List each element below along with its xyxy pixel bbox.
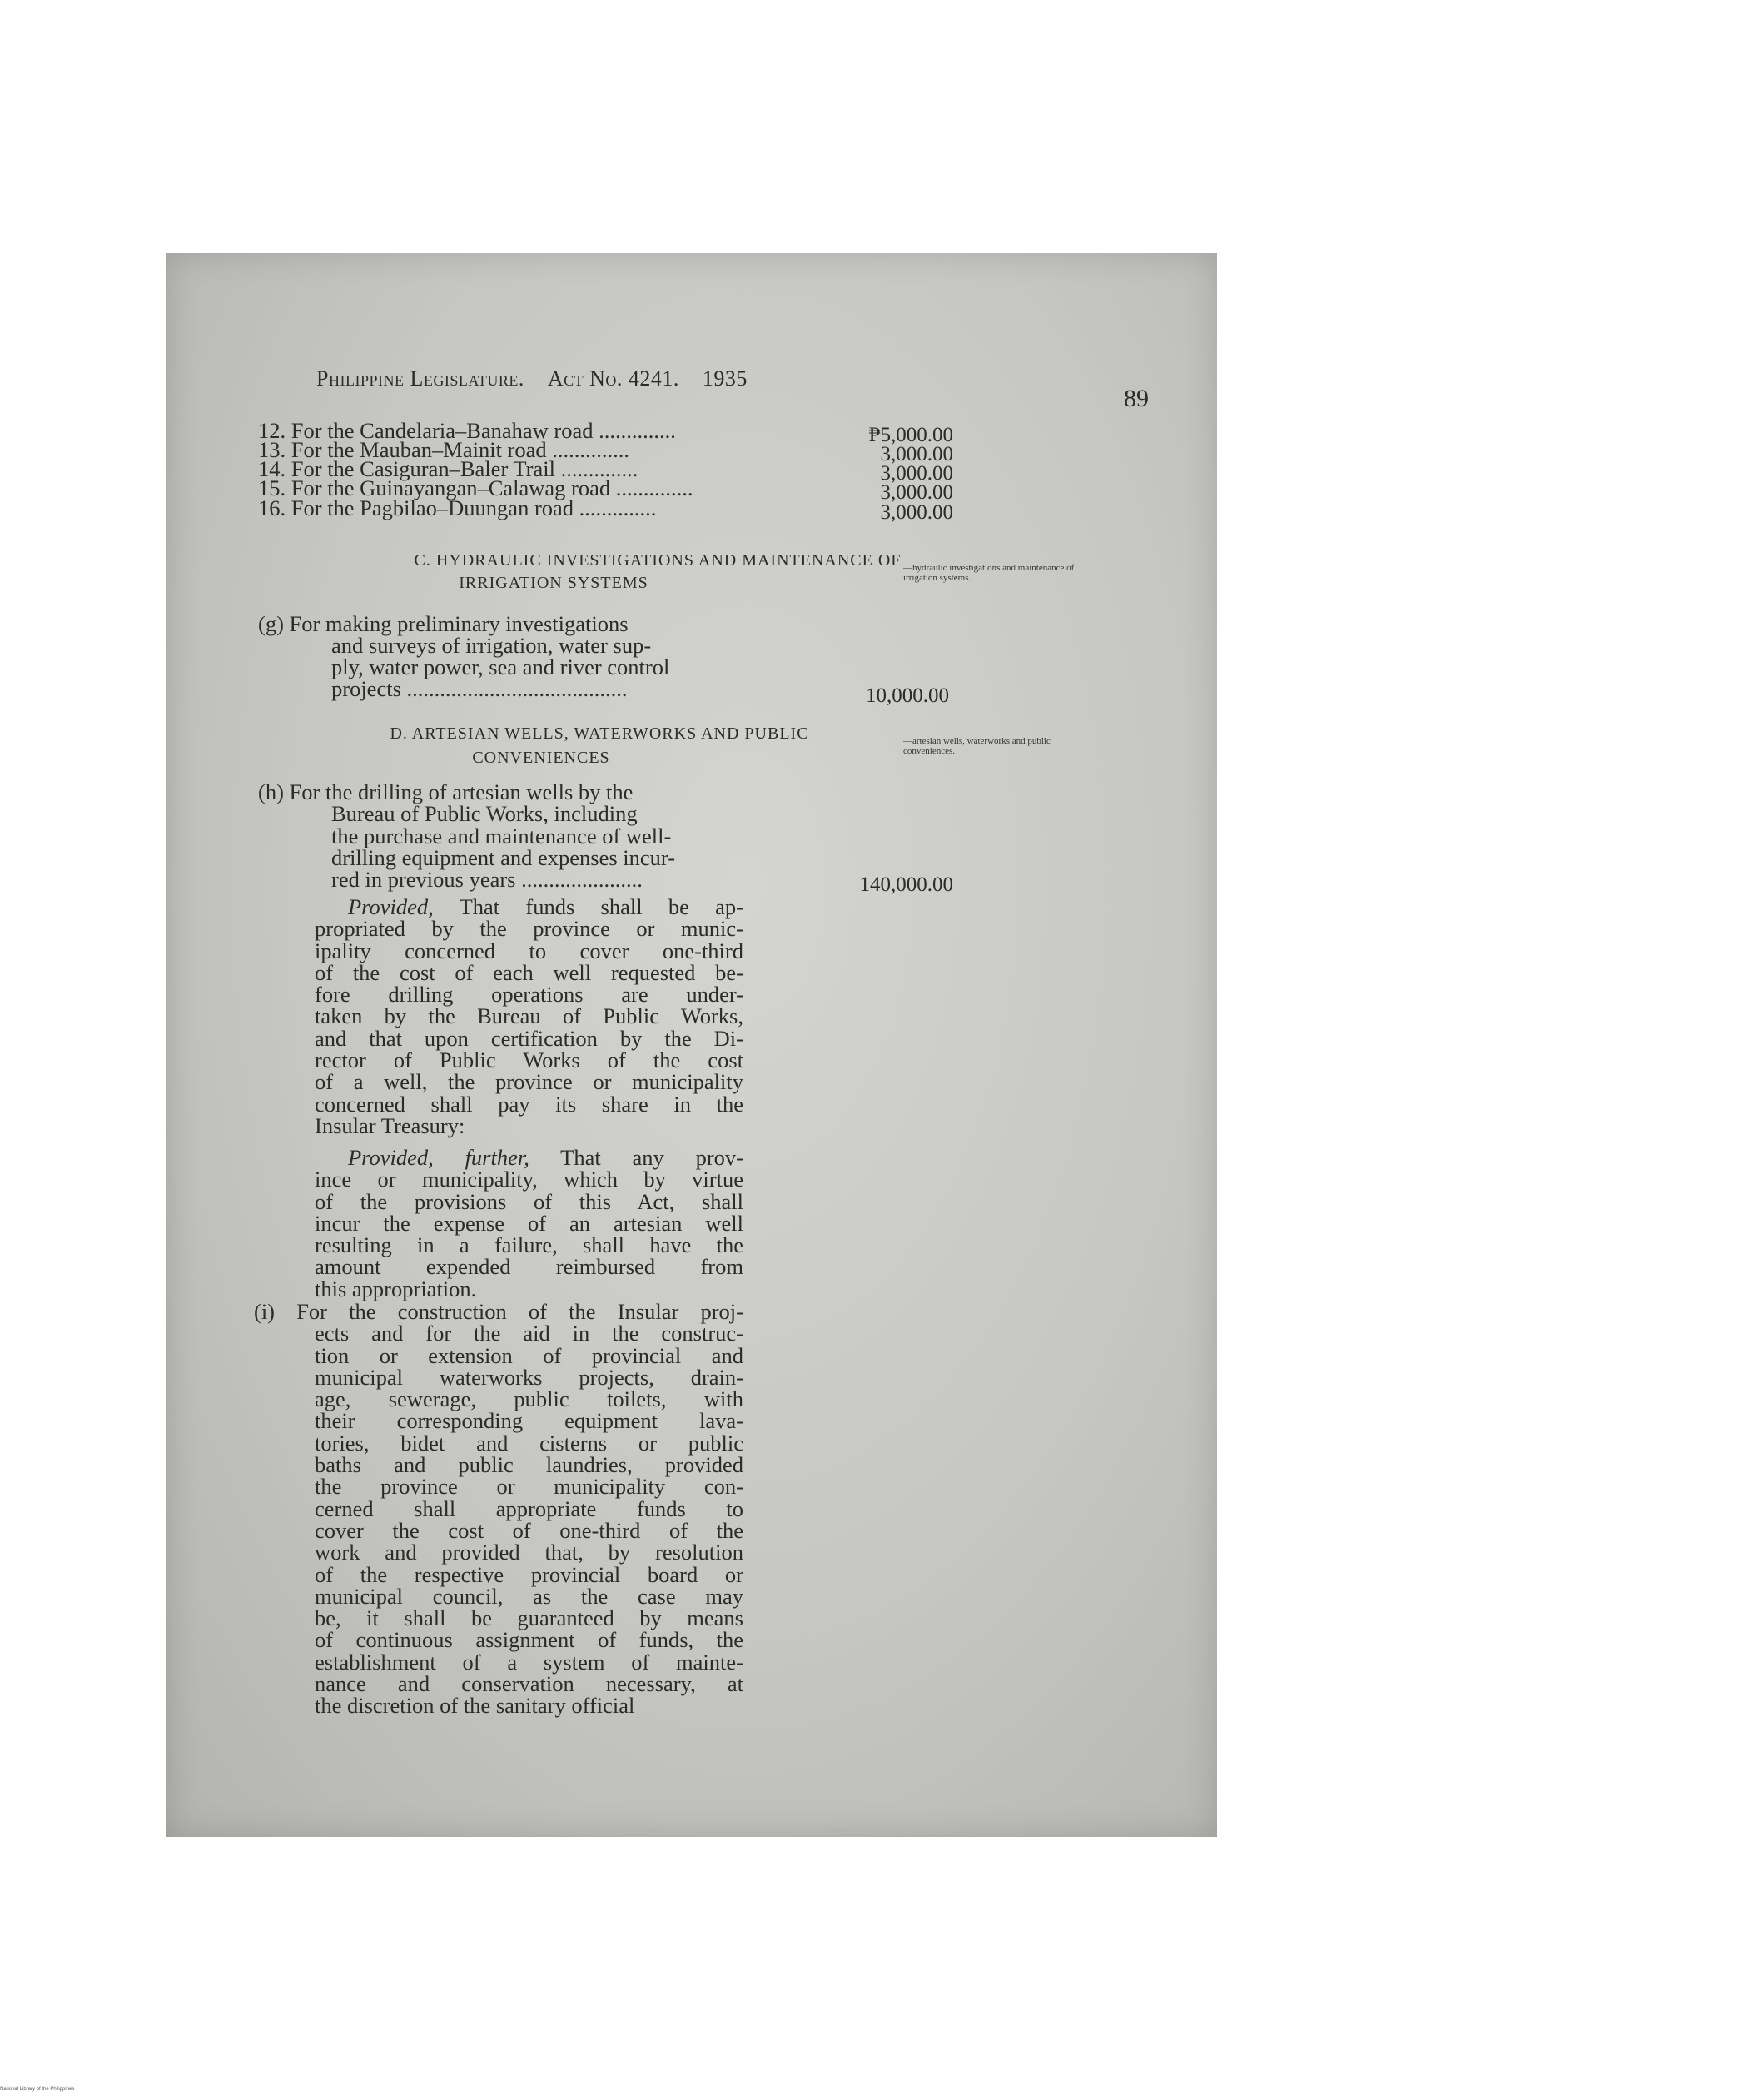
item-i-line: establishment of a system of mainte-: [315, 1649, 743, 1675]
item-i-line: of the respective provincial board or: [315, 1561, 743, 1587]
proviso-1-line: of the cost of each well requested be-: [315, 959, 743, 985]
item-i-line: ects and for the aid in the construc-: [315, 1321, 743, 1346]
item-h-line: drilling equipment and expenses incur-: [331, 844, 676, 870]
road-item-amount: 3,000.00: [880, 443, 953, 465]
header-year: 1935: [702, 366, 748, 391]
proviso-1-line: Insular Treasury:: [315, 1112, 465, 1138]
section-c-heading-2: IRRIGATION SYSTEMS: [459, 574, 648, 592]
item-i: [254, 1301, 743, 1717]
road-item-label: 15. For the Guinayangan–Calawag road ..............: [258, 475, 693, 500]
proviso-1-line: and that upon certification by the Di-: [315, 1025, 743, 1051]
proviso-2-line: resulting in a failure, shall have the: [315, 1232, 743, 1258]
footer-credit: National Library of the Philippines: [0, 2087, 75, 2092]
item-g-line: ply, water power, sea and river control: [331, 654, 670, 679]
proviso-1-line: concerned shall pay its share in the: [315, 1091, 743, 1117]
proviso-1-line: Provided, That funds shall be ap-: [348, 894, 743, 919]
item-h-amount: 140,000.00: [859, 873, 953, 896]
road-item-label: 16. For the Pagbilao–Duungan road ..............: [258, 495, 657, 520]
item-i-line: municipal waterworks projects, drain-: [315, 1364, 743, 1390]
item-i-line: the discretion of the sanitary official: [315, 1693, 635, 1719]
item-i-line: municipal council, as the case may: [315, 1583, 743, 1609]
page-number: 89: [1124, 385, 1149, 412]
section-d-heading-2: CONVENIENCES: [472, 749, 610, 767]
scanned-page: [166, 253, 1217, 1837]
item-h-line: (h) For the drilling of artesian wells by the: [258, 779, 634, 804]
proviso-2: [315, 1147, 743, 1300]
item-g-line: (g) For making preliminary investigations: [258, 611, 629, 636]
item-i-line: baths and public laundries, provided: [315, 1452, 743, 1478]
item-i-line: tories, bidet and cisterns or public: [315, 1430, 743, 1456]
proviso-1-line: rector of Public Works of the cost: [315, 1048, 743, 1073]
item-h-line: the purchase and maintenance of well-: [331, 823, 672, 848]
proviso-1-line: propriated by the province or munic-: [315, 916, 743, 942]
proviso-2-line: incur the expense of an artesian well: [315, 1210, 743, 1236]
item-i-line: work and provided that, by resolution: [315, 1540, 743, 1565]
item-i-line: cerned shall appropriate funds to: [315, 1495, 743, 1521]
item-i-line: the province or municipality con-: [315, 1474, 743, 1500]
running-header: [316, 366, 748, 391]
item-g-amount: 10,000.00: [866, 684, 949, 707]
item-h-line: Bureau of Public Works, including: [331, 801, 638, 827]
section-c-heading-1: C. HYDRAULIC INVESTIGATIONS AND MAINTENANCE OF: [414, 551, 902, 570]
section-d-heading-1: D. ARTESIAN WELLS, WATERWORKS AND PUBLIC: [390, 724, 809, 743]
item-i-line: tion or extension of provincial and: [315, 1342, 743, 1368]
item-i-line: (i) For the construction of the Insular proj-: [254, 1299, 743, 1324]
road-item-amount: 3,000.00: [880, 481, 953, 504]
item-i-line: of continuous assignment of funds, the: [315, 1627, 743, 1653]
proviso-1-line: ipality concerned to cover one-third: [315, 938, 743, 963]
item-i-line: nance and conservation necessary, at: [315, 1671, 743, 1697]
road-item-label: 13. For the Mauban–Mainit road ..............: [258, 437, 630, 462]
item-i-line: be, it shall be guaranteed by means: [315, 1605, 743, 1631]
proviso-1-line: fore drilling operations are under-: [315, 982, 743, 1008]
item-h-line: red in previous years ......................: [331, 867, 643, 893]
margin-note-hydraulic: —hydraulic investigations and maintenance of irrigation systems.: [903, 563, 1075, 583]
item-i-line: their corresponding equipment lava-: [315, 1408, 743, 1434]
margin-note-artesian: —artesian wells, waterworks and public conveniences.: [903, 736, 1051, 756]
road-item-label: 14. For the Casiguran–Baler Trail ..............: [258, 456, 638, 481]
road-item-amount: 3,000.00: [880, 501, 953, 524]
proviso-2-line: of the provisions of this Act, shall: [315, 1188, 743, 1214]
item-i-line: cover the cost of one-third of the: [315, 1517, 743, 1543]
item-g-line: projects ........................................: [331, 676, 628, 701]
proviso-2-line: amount expended reimbursed from: [315, 1254, 743, 1280]
header-act: Act No. 4241.: [547, 366, 679, 391]
road-item-amount: 3,000.00: [880, 462, 953, 485]
proviso-2-line: this appropriation.: [315, 1276, 477, 1301]
item-g-line: and surveys of irrigation, water sup-: [331, 633, 652, 658]
proviso-1-line: taken by the Bureau of Public Works,: [315, 1003, 743, 1029]
header-title: Philippine Legislature.: [316, 366, 524, 391]
road-item-label: 12. For the Candelaria–Banahaw road ..............: [258, 418, 676, 443]
road-item-amount: ₱5,000.00: [868, 424, 953, 446]
proviso-2-line: Provided, further, That any prov-: [348, 1145, 743, 1170]
item-i-line: age, sewerage, public toilets, with: [315, 1386, 743, 1412]
proviso-1: [315, 896, 743, 1137]
proviso-1-line: of a well, the province or municipality: [315, 1069, 743, 1095]
proviso-2-line: ince or municipality, which by virtue: [315, 1167, 743, 1192]
